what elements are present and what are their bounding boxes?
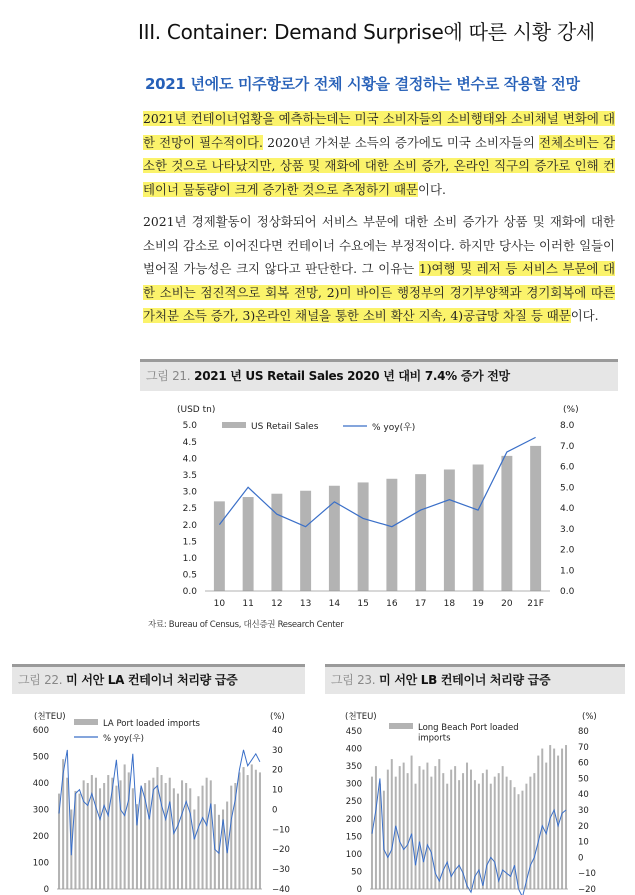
undefined-legend-bar-label-line: Long Beach Port loaded	[418, 723, 519, 733]
undefined-bar	[422, 770, 424, 889]
undefined-bar	[387, 770, 389, 889]
undefined-bar	[148, 780, 150, 889]
undefined-ytick-right: 5.0	[560, 483, 575, 494]
undefined-bar	[565, 745, 567, 889]
undefined-ytick-left: 350	[345, 762, 362, 773]
undefined-bar	[177, 794, 179, 889]
undefined-ylabel-right: (%)	[582, 712, 597, 722]
undefined-legend-line-label: % yoy(우)	[372, 423, 416, 433]
undefined-bar	[210, 780, 212, 889]
undefined-ytick-right: 30	[578, 805, 589, 816]
undefined-bar	[95, 778, 97, 889]
undefined-ytick-right: 50	[578, 774, 589, 785]
undefined-bar	[132, 788, 134, 889]
undefined-ytick-left: 200	[345, 814, 362, 825]
undefined-bar	[498, 773, 500, 889]
undefined-bar	[399, 766, 401, 889]
undefined-bar	[79, 794, 81, 889]
undefined-bar	[470, 770, 472, 889]
undefined-ytick-left: 50	[351, 867, 362, 878]
undefined-bar	[458, 780, 460, 889]
undefined-bar	[446, 784, 448, 889]
undefined-bar	[545, 763, 547, 889]
undefined-xtick: 21F	[527, 599, 544, 609]
undefined-ytick-left: 600	[32, 725, 49, 736]
undefined-bar	[391, 759, 393, 889]
undefined-bar	[197, 796, 199, 889]
undefined-bar	[165, 783, 167, 889]
undefined-bar	[230, 786, 232, 889]
undefined-ytick-left: 1.0	[182, 553, 197, 564]
undefined-xtick: 20	[501, 599, 513, 609]
undefined-xtick: 15	[357, 599, 369, 609]
undefined-bar	[66, 778, 68, 889]
undefined-bar	[438, 759, 440, 889]
undefined-ytick-left: 450	[345, 726, 362, 737]
undefined-ytick-right: 60	[578, 758, 589, 769]
undefined-ytick-left: 300	[345, 779, 362, 790]
undefined-ytick-left: 0	[356, 884, 362, 895]
undefined-xtick: 16	[386, 599, 398, 609]
undefined-ytick-left: 5.0	[182, 421, 197, 432]
undefined-bar	[83, 780, 85, 889]
figure-22-number: 그림 22.	[18, 673, 63, 687]
undefined-xtick: 18	[443, 599, 456, 609]
undefined-bar	[189, 788, 191, 889]
undefined-ytick-right: 20	[272, 765, 283, 776]
paragraph-1	[143, 107, 615, 201]
undefined-bar	[473, 465, 484, 591]
undefined-bar	[501, 456, 512, 591]
undefined-legend-line-label: % yoy(우)	[103, 734, 144, 744]
paragraph-1-highlight-2: 전체소비는 감소한 것으로 나타났지만, 상품 및 재화에 대한 소비 증가, 온라인 직구의 증가로 인해 컨테이너 물동량이 크게 증가한 것으로 추정하기 때문	[143, 134, 615, 197]
section-subtitle: 2021 년에도 미주항로가 전체 시황을 결정하는 변수로 작용할 전망	[145, 75, 580, 93]
undefined-ylabel-left: (천TEU)	[345, 712, 377, 722]
undefined-bar	[140, 788, 142, 889]
undefined-ytick-right: 70	[578, 742, 589, 753]
paragraph-1-end: 이다.	[418, 181, 446, 197]
undefined-ytick-left: 3.0	[182, 487, 197, 498]
undefined-bar	[537, 756, 539, 889]
undefined-xtick: 17	[414, 599, 427, 609]
undefined-ytick-right: 40	[578, 790, 589, 801]
undefined-bar	[103, 783, 105, 889]
undefined-bar	[426, 763, 428, 889]
undefined-ytick-right: −40	[272, 884, 290, 895]
figure-23-title: 미 서안 LB 컨테이너 처리량 급증	[375, 673, 551, 687]
lb-port-chart	[325, 702, 625, 895]
undefined-bar	[553, 749, 555, 889]
undefined-legend-bar-swatch	[74, 719, 98, 725]
undefined-yoy-line	[372, 778, 566, 895]
undefined-ylabel-right: (%)	[563, 405, 579, 415]
undefined-ytick-right: 10	[578, 837, 589, 848]
undefined-bar	[541, 749, 543, 889]
undefined-bar	[482, 773, 484, 889]
undefined-bar	[251, 764, 253, 889]
figure-21-title: 2021 년 US Retail Sales 2020 년 대비 7.4% 증가 전망	[190, 369, 510, 383]
paragraph-2	[143, 210, 615, 328]
undefined-bar	[494, 777, 496, 889]
undefined-bar	[161, 775, 163, 889]
undefined-bar	[415, 474, 426, 591]
undefined-bar	[533, 773, 535, 889]
undefined-bar	[99, 788, 101, 889]
undefined-bar	[193, 810, 195, 890]
undefined-ytick-right: 3.0	[560, 524, 575, 535]
undefined-ytick-right: −20	[272, 845, 290, 856]
undefined-bar	[530, 446, 541, 591]
undefined-ytick-left: 100	[345, 849, 362, 860]
figure-21-number: 그림 21.	[146, 369, 191, 383]
undefined-ytick-left: 200	[32, 831, 49, 842]
figure-22-header	[12, 664, 305, 694]
undefined-ytick-right: 4.0	[560, 504, 575, 515]
paragraph-1-mid: 2020년 가처분 소득의 증가에도 미국 소비자들의	[262, 134, 540, 150]
undefined-ytick-left: 0	[43, 884, 49, 895]
undefined-bar	[181, 780, 183, 889]
undefined-bar	[358, 482, 369, 591]
undefined-ylabel-left: (USD tn)	[177, 405, 216, 415]
undefined-xtick: 13	[299, 599, 312, 609]
undefined-ytick-right: 7.0	[560, 441, 575, 452]
undefined-bar	[411, 756, 413, 889]
undefined-legend-bar-label	[418, 723, 519, 744]
undefined-ytick-right: 20	[578, 821, 589, 832]
retail-sales-chart	[140, 395, 618, 615]
undefined-ytick-right: −10	[272, 825, 290, 836]
section-title: III. Container: Demand Surprise에 따른 시황 강세	[138, 20, 595, 44]
undefined-ytick-right: 2.0	[560, 545, 575, 556]
undefined-bar	[415, 784, 417, 889]
undefined-bar	[173, 788, 175, 889]
undefined-bar	[419, 766, 421, 889]
undefined-ylabel-left: (천TEU)	[34, 712, 66, 722]
undefined-bar	[243, 767, 245, 889]
undefined-bar	[87, 783, 89, 889]
la-port-chart	[12, 702, 305, 895]
undefined-xtick: 19	[472, 599, 484, 609]
undefined-bar	[115, 786, 117, 889]
undefined-ytick-right: 1.0	[560, 566, 575, 577]
undefined-legend-bar-swatch	[222, 422, 246, 428]
undefined-bar	[521, 791, 523, 889]
undefined-legend-bar-swatch	[389, 723, 413, 729]
undefined-bar	[247, 775, 249, 889]
undefined-bar	[202, 786, 204, 889]
undefined-bar	[255, 770, 257, 889]
undefined-ytick-left: 500	[32, 752, 49, 763]
undefined-ytick-left: 400	[345, 744, 362, 755]
paragraph-2-highlight: 1)여행 및 레저 등 서비스 부문에 대한 소비는 점진적으로 회복 전망, 2)미 바이든 행정부의 경기부양책과 경기회복에 따른 가처분 소득 증가, 3)온라인 채널을 통한 소비 확산 지속, 4)공급망 차질 등 때문	[143, 261, 615, 323]
undefined-bar	[259, 772, 261, 889]
undefined-ytick-right: 0	[578, 853, 584, 864]
undefined-bar	[450, 770, 452, 889]
undefined-ytick-left: 4.5	[182, 437, 197, 448]
undefined-xtick: 11	[242, 599, 254, 609]
undefined-ytick-left: 2.0	[182, 520, 197, 531]
undefined-yoy-line	[219, 437, 535, 526]
undefined-bar	[430, 777, 432, 889]
undefined-legend-bar-label: LA Port loaded imports	[103, 719, 200, 729]
undefined-ytick-right: 10	[272, 785, 283, 796]
undefined-xtick: 10	[213, 599, 226, 609]
undefined-bar	[561, 749, 563, 889]
undefined-bar	[386, 479, 397, 591]
figure-23-header	[325, 664, 625, 694]
undefined-bar	[529, 777, 531, 889]
undefined-ylabel-right: (%)	[270, 712, 285, 722]
undefined-ytick-left: 0.5	[182, 570, 197, 581]
undefined-ytick-left: 300	[32, 805, 49, 816]
figure-21-source: 자료: Bureau of Census, 대신증권 Research Center	[148, 620, 344, 630]
undefined-bar	[514, 787, 516, 889]
undefined-bar	[238, 772, 240, 889]
figure-22-title: 미 서안 LA 컨테이너 처리량 급증	[62, 673, 238, 687]
undefined-ytick-right: 40	[272, 725, 283, 736]
undefined-ytick-right: 30	[272, 745, 283, 756]
undefined-bar	[375, 766, 377, 889]
undefined-ytick-left: 0.0	[182, 587, 197, 598]
undefined-bar	[185, 783, 187, 889]
undefined-bar	[107, 775, 109, 889]
undefined-ytick-right: −20	[578, 884, 596, 895]
undefined-ytick-right: 6.0	[560, 462, 575, 473]
undefined-ytick-right: 8.0	[560, 421, 575, 432]
undefined-bar	[124, 764, 126, 889]
undefined-bar	[243, 497, 254, 591]
undefined-bar	[206, 778, 208, 889]
undefined-bar	[444, 469, 455, 591]
undefined-bar	[466, 763, 468, 889]
undefined-ytick-left: 150	[345, 832, 362, 843]
paragraph-2-text: 2021년 경제활동이 정상화되어 서비스 부문에 대한 소비 증가가 상품 및 재화에 대한 소비의 감소로 이어진다면 컨테이너 수요에는 부정적이다. 하지만 당사는 이러한 일들이 벌어질 가능성은 크지 않다고 판단한다. 그 이유는	[143, 214, 615, 276]
undefined-legend-bar-label-line: imports	[418, 733, 451, 744]
undefined-bar	[169, 778, 171, 889]
undefined-bar	[214, 501, 225, 591]
undefined-bar	[271, 494, 282, 591]
undefined-xtick: 14	[328, 599, 341, 609]
undefined-ytick-right: −30	[272, 865, 290, 876]
undefined-ytick-left: 400	[32, 778, 49, 789]
undefined-yoy-line	[59, 750, 260, 855]
paragraph-2-end: 이다.	[570, 308, 599, 323]
undefined-bar	[407, 773, 409, 889]
undefined-bar	[510, 780, 512, 889]
undefined-bar	[490, 784, 492, 889]
undefined-ytick-left: 1.5	[182, 537, 197, 548]
undefined-bar	[474, 780, 476, 889]
paragraph-1-highlight-1: 2021년 컨테이너업황을 예측하는데는 미국 소비자들의 소비행태와 소비채널 변화에 대한 전망이 필수적이다.	[143, 111, 615, 150]
undefined-bar	[518, 794, 520, 889]
undefined-ytick-left: 2.5	[182, 504, 197, 515]
undefined-ytick-left: 100	[32, 858, 49, 869]
undefined-bar	[403, 763, 405, 889]
undefined-xtick: 12	[271, 599, 283, 609]
figure-21-header	[140, 359, 618, 391]
undefined-ytick-left: 250	[345, 797, 362, 808]
undefined-ytick-left: 3.5	[182, 470, 197, 481]
figure-23-number: 그림 23.	[331, 673, 376, 687]
undefined-ytick-right: −10	[578, 869, 596, 880]
undefined-bar	[525, 784, 527, 889]
undefined-ytick-right: 0.0	[560, 587, 575, 598]
undefined-ytick-left: 4.0	[182, 454, 197, 465]
undefined-ytick-right: 0	[272, 805, 278, 816]
undefined-legend-bar-label: US Retail Sales	[251, 422, 319, 432]
undefined-bar	[300, 491, 311, 591]
undefined-ytick-right: 80	[578, 726, 589, 737]
